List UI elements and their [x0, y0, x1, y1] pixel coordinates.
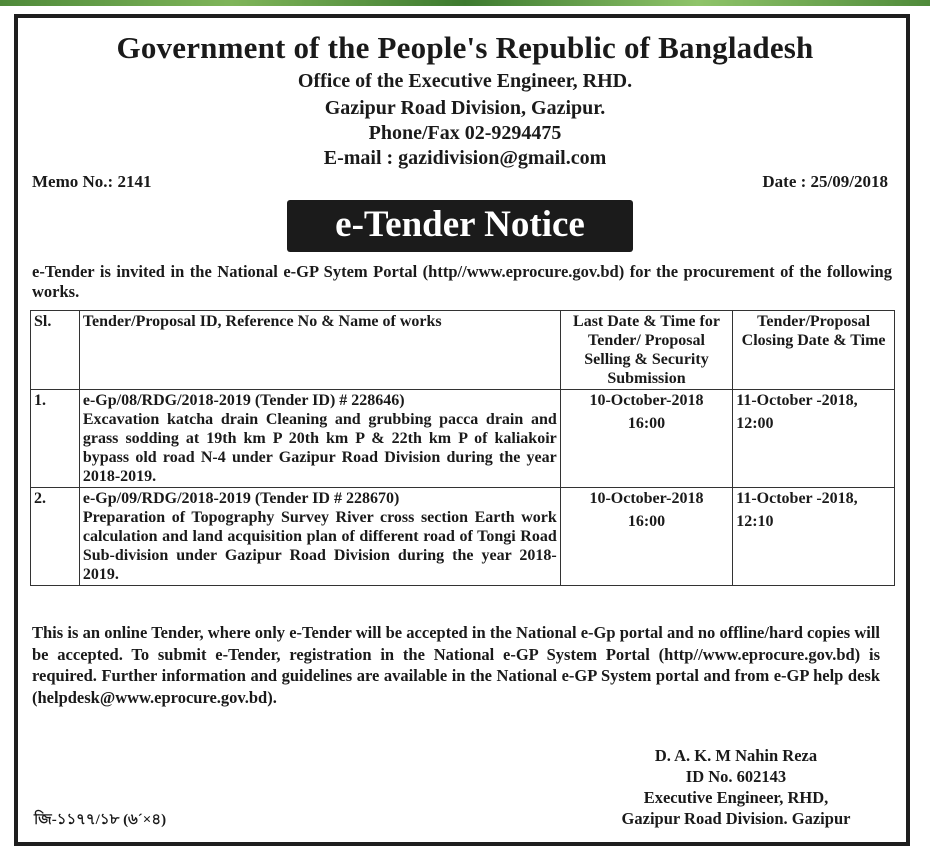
memo-number: Memo No.: 2141 [32, 172, 152, 191]
division-name: Gazipur Road Division, Gazipur. [324, 97, 606, 119]
header-last-date: Last Date & Time for Tender/ Proposal Selling & Security Submission [560, 311, 732, 390]
works-table [30, 310, 895, 586]
work-description: Preparation of Topography Survey River cross section Earth work calculation and land acquisition plan of different road of Tongi Road Sub-division under Gazipur Road Division during the year 2018-2019. [82, 509, 557, 583]
footer-paragraph: This is an online Tender, where only e-Tender will be accepted in the National e-Gp portal and no offline/hard copies will be accepted. To submit e-Tender, registration in the National e-GP System Portal (http//www.eprocure.gov.bd) is required. Further information and guidelines are available in the National e-GP System portal and from e-GP help desk (helpdesk@www.eprocure.gov.bd). [32, 623, 880, 707]
signatory-office: Gazipur Road Division. Gazipur [621, 809, 851, 828]
notice-date: Date : 25/09/2018 [762, 172, 888, 191]
row-last-date [560, 488, 732, 586]
intro-paragraph: e-Tender is invited in the National e-GP Sytem Portal (http//www.eprocure.gov.bd) for the procurement of the following works. [32, 262, 892, 301]
signatory-designation: Executive Engineer, RHD, [643, 788, 829, 807]
last-date: 10-October-2018 [589, 392, 704, 409]
header-sl: Sl. [31, 311, 80, 390]
table-row [31, 390, 895, 488]
phone-fax: Phone/Fax 02-9294475 [368, 122, 562, 144]
table-header-row [31, 311, 895, 390]
tender-id: e-Gp/08/RDG/2018-2019 (Tender ID) # 228646) [82, 392, 405, 409]
row-sl: 2. [31, 488, 80, 586]
last-date: 10-October-2018 [589, 490, 704, 507]
row-work [79, 390, 560, 488]
closing-date: 11-October -2018, [736, 392, 858, 409]
closing-time: 12:10 [736, 513, 774, 530]
email: E-mail : gazidivision@gmail.com [323, 147, 607, 169]
signature-block [600, 745, 872, 829]
signatory-name: D. A. K. M Nahin Reza [654, 746, 818, 765]
notice-title: e-Tender Notice [287, 200, 633, 252]
government-heading: Government of the People's Republic of Bangladesh [116, 30, 814, 65]
last-time: 16:00 [627, 415, 666, 432]
closing-time: 12:00 [736, 415, 774, 432]
tender-id: e-Gp/09/RDG/2018-2019 (Tender ID # 228670) [82, 490, 400, 507]
header-closing: Tender/Proposal Closing Date & Time [733, 311, 895, 390]
closing-date: 11-October -2018, [736, 490, 858, 507]
row-closing [733, 390, 895, 488]
last-time: 16:00 [627, 513, 666, 530]
publication-code: জি-১১৭৭/১৮ (৬´×৪) [34, 812, 167, 828]
table-row [31, 488, 895, 586]
header-work: Tender/Proposal ID, Reference No & Name of works [79, 311, 560, 390]
row-work [79, 488, 560, 586]
office-name: Office of the Executive Engineer, RHD. [297, 70, 633, 92]
row-last-date [560, 390, 732, 488]
row-sl: 1. [31, 390, 80, 488]
signatory-id: ID No. 602143 [685, 767, 787, 786]
decorative-top-strip [0, 0, 930, 6]
row-closing [733, 488, 895, 586]
work-description: Excavation katcha drain Cleaning and grubbing pacca drain and grass sodding at 19th km P 20th km P & 22th km P of kaliakoir bypass old road N-4 under Gazipur Road Division during the year 2018-2019. [82, 411, 557, 485]
